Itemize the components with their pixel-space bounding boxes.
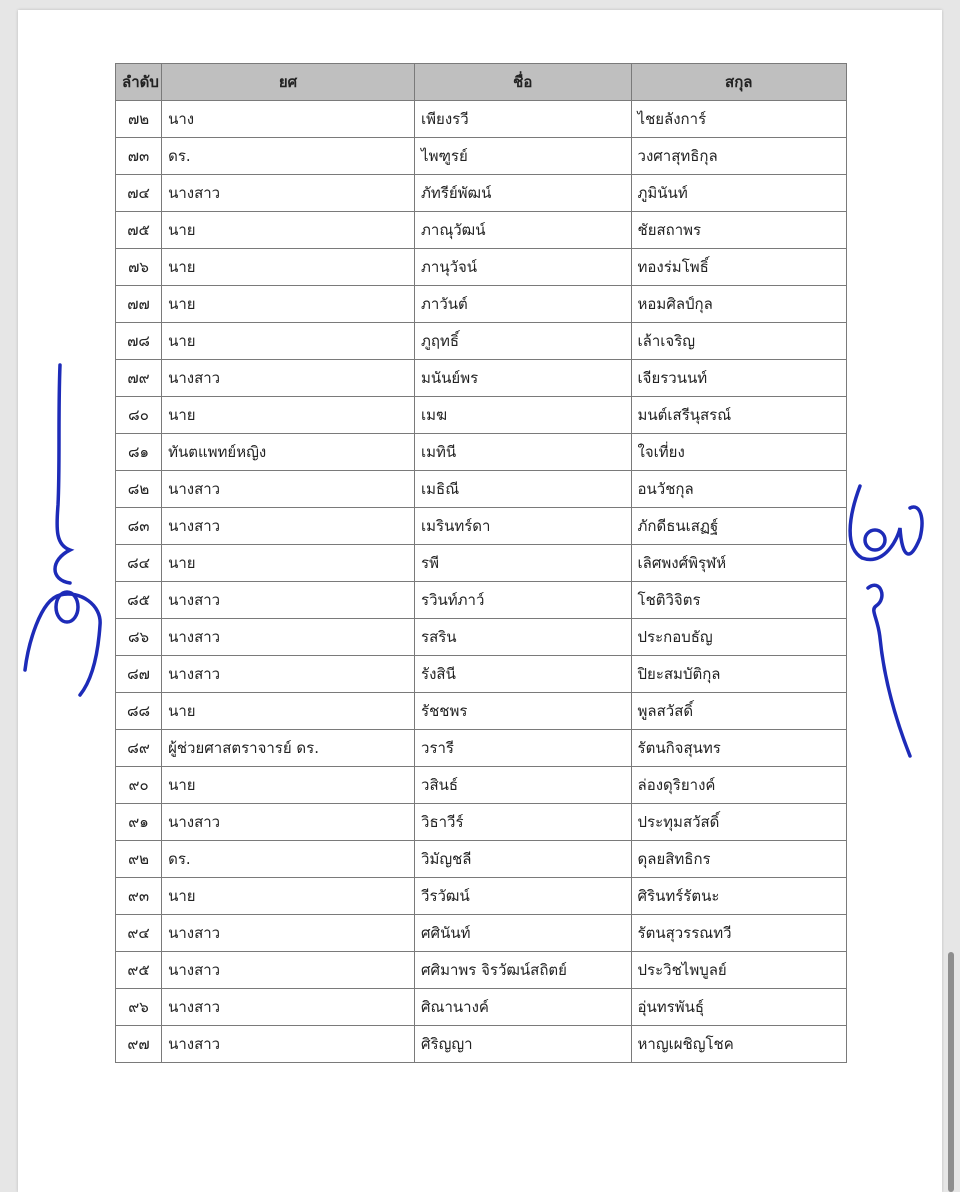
cell-first-name: รังสินี xyxy=(415,656,632,693)
cell-last-name: อนวัชกุล xyxy=(631,471,846,508)
cell-title: นางสาว xyxy=(162,989,415,1026)
cell-first-name: วรารี xyxy=(415,730,632,767)
table-row xyxy=(116,656,847,693)
cell-no: ๙๗ xyxy=(116,1026,162,1063)
cell-no: ๙๖ xyxy=(116,989,162,1026)
cell-last-name: ทองร่มโพธิ์ xyxy=(631,249,846,286)
cell-no: ๙๕ xyxy=(116,952,162,989)
table-row xyxy=(116,434,847,471)
cell-no: ๙๑ xyxy=(116,804,162,841)
cell-title: นาย xyxy=(162,693,415,730)
cell-last-name: ภักดีธนเสฏฐ์ xyxy=(631,508,846,545)
cell-first-name: ศิณานางค์ xyxy=(415,989,632,1026)
cell-no: ๙๔ xyxy=(116,915,162,952)
cell-last-name: ดุลยสิทธิกร xyxy=(631,841,846,878)
table-row xyxy=(116,582,847,619)
cell-last-name: ศิรินทร์รัตนะ xyxy=(631,878,846,915)
scrollbar-thumb[interactable] xyxy=(948,952,954,1192)
cell-title: นาย xyxy=(162,249,415,286)
cell-last-name: หอมศิลป์กุล xyxy=(631,286,846,323)
cell-no: ๘๕ xyxy=(116,582,162,619)
cell-title: นางสาว xyxy=(162,360,415,397)
cell-no: ๙๐ xyxy=(116,767,162,804)
cell-title: นาย xyxy=(162,212,415,249)
cell-title: ผู้ช่วยศาสตราจารย์ ดร. xyxy=(162,730,415,767)
cell-title: นางสาว xyxy=(162,1026,415,1063)
table-row xyxy=(116,471,847,508)
cell-last-name: ภูมินันท์ xyxy=(631,175,846,212)
cell-no: ๘๗ xyxy=(116,656,162,693)
cell-no: ๗๖ xyxy=(116,249,162,286)
cell-first-name: ภูฤทธิ์ xyxy=(415,323,632,360)
cell-last-name: เล้าเจริญ xyxy=(631,323,846,360)
document-page xyxy=(18,10,942,1192)
table-row xyxy=(116,878,847,915)
table-row xyxy=(116,286,847,323)
name-roster-table xyxy=(115,63,847,1063)
table-row xyxy=(116,693,847,730)
table-row xyxy=(116,101,847,138)
table-row xyxy=(116,989,847,1026)
cell-first-name: เมทินี xyxy=(415,434,632,471)
cell-last-name: เลิศพงศ์พิรุฬห์ xyxy=(631,545,846,582)
header-no: ลำดับ xyxy=(116,64,162,101)
cell-first-name: รพี xyxy=(415,545,632,582)
cell-no: ๗๔ xyxy=(116,175,162,212)
table-row xyxy=(116,952,847,989)
cell-title: นาย xyxy=(162,878,415,915)
cell-no: ๘๑ xyxy=(116,434,162,471)
cell-no: ๘๓ xyxy=(116,508,162,545)
table-row xyxy=(116,360,847,397)
cell-last-name: ชัยสถาพร xyxy=(631,212,846,249)
header-last-name: สกุล xyxy=(631,64,846,101)
cell-first-name: รสริน xyxy=(415,619,632,656)
cell-first-name: วีรวัฒน์ xyxy=(415,878,632,915)
cell-first-name: รัชชพร xyxy=(415,693,632,730)
cell-last-name: อุ่นทรพันธุ์ xyxy=(631,989,846,1026)
cell-last-name: พูลสวัสดิ์ xyxy=(631,693,846,730)
cell-last-name: มนต์เสรีนุสรณ์ xyxy=(631,397,846,434)
cell-first-name: วิมัญชลี xyxy=(415,841,632,878)
handwritten-mark-left xyxy=(20,355,110,705)
cell-title: นาย xyxy=(162,397,415,434)
table-row xyxy=(116,175,847,212)
cell-title: นางสาว xyxy=(162,619,415,656)
cell-no: ๘๒ xyxy=(116,471,162,508)
cell-no: ๘๙ xyxy=(116,730,162,767)
cell-first-name: ศิริญญา xyxy=(415,1026,632,1063)
cell-first-name: เมธิณี xyxy=(415,471,632,508)
header-title: ยศ xyxy=(162,64,415,101)
cell-no: ๘๐ xyxy=(116,397,162,434)
table-row xyxy=(116,249,847,286)
cell-first-name: เมฆ xyxy=(415,397,632,434)
cell-last-name: หาญเผชิญโชค xyxy=(631,1026,846,1063)
cell-first-name: ไพฑูรย์ xyxy=(415,138,632,175)
cell-last-name: รัตนสุวรรณทวี xyxy=(631,915,846,952)
cell-no: ๗๒ xyxy=(116,101,162,138)
cell-title: นางสาว xyxy=(162,656,415,693)
cell-first-name: มนันย์พร xyxy=(415,360,632,397)
cell-title: นางสาว xyxy=(162,175,415,212)
cell-title: นาย xyxy=(162,286,415,323)
cell-no: ๙๓ xyxy=(116,878,162,915)
cell-no: ๗๙ xyxy=(116,360,162,397)
cell-first-name: ภาณุวัฒน์ xyxy=(415,212,632,249)
cell-last-name: รัตนกิจสุนทร xyxy=(631,730,846,767)
header-first-name: ชื่อ xyxy=(415,64,632,101)
table-row xyxy=(116,138,847,175)
cell-no: ๗๓ xyxy=(116,138,162,175)
table-row xyxy=(116,730,847,767)
cell-no: ๘๖ xyxy=(116,619,162,656)
cell-last-name: ประกอบธัญ xyxy=(631,619,846,656)
cell-last-name: วงศาสุทธิกุล xyxy=(631,138,846,175)
cell-title: ดร. xyxy=(162,138,415,175)
cell-no: ๗๕ xyxy=(116,212,162,249)
table-row xyxy=(116,767,847,804)
table-row xyxy=(116,915,847,952)
cell-last-name: ใจเที่ยง xyxy=(631,434,846,471)
table-row xyxy=(116,508,847,545)
cell-no: ๗๗ xyxy=(116,286,162,323)
cell-first-name: วิธาวีร์ xyxy=(415,804,632,841)
table-row xyxy=(116,323,847,360)
cell-title: นาย xyxy=(162,767,415,804)
cell-title: นาย xyxy=(162,323,415,360)
cell-no: ๙๒ xyxy=(116,841,162,878)
cell-first-name: ศศินันท์ xyxy=(415,915,632,952)
cell-title: นาง xyxy=(162,101,415,138)
cell-last-name: ประทุมสวัสดิ์ xyxy=(631,804,846,841)
cell-title: ทันตแพทย์หญิง xyxy=(162,434,415,471)
cell-first-name: ศศิมาพร จิรวัฒน์สถิตย์ xyxy=(415,952,632,989)
cell-no: ๘๔ xyxy=(116,545,162,582)
handwritten-mark-right xyxy=(840,478,930,768)
cell-first-name: เมรินทร์ดา xyxy=(415,508,632,545)
cell-title: ดร. xyxy=(162,841,415,878)
cell-first-name: ภัทรีย์พัฒน์ xyxy=(415,175,632,212)
cell-first-name: ภานุวัจน์ xyxy=(415,249,632,286)
table-row xyxy=(116,545,847,582)
table-row xyxy=(116,619,847,656)
table-body xyxy=(116,101,847,1063)
cell-last-name: ล่องดุริยางค์ xyxy=(631,767,846,804)
table-header-row xyxy=(116,64,847,101)
table-row xyxy=(116,397,847,434)
cell-last-name: ประวิชไพบูลย์ xyxy=(631,952,846,989)
cell-first-name: เพียงรวี xyxy=(415,101,632,138)
cell-first-name: วสินธ์ xyxy=(415,767,632,804)
cell-title: นางสาว xyxy=(162,508,415,545)
table-row xyxy=(116,1026,847,1063)
cell-title: นางสาว xyxy=(162,915,415,952)
cell-last-name: ปิยะสมบัติกุล xyxy=(631,656,846,693)
cell-last-name: ไชยลังการ์ xyxy=(631,101,846,138)
table-row xyxy=(116,841,847,878)
cell-first-name: ภาวันต์ xyxy=(415,286,632,323)
cell-last-name: โชติวิจิตร xyxy=(631,582,846,619)
cell-title: นางสาว xyxy=(162,471,415,508)
cell-title: นาย xyxy=(162,545,415,582)
cell-last-name: เจียรวนนท์ xyxy=(631,360,846,397)
table-row xyxy=(116,804,847,841)
table-row xyxy=(116,212,847,249)
cell-title: นางสาว xyxy=(162,582,415,619)
cell-no: ๘๘ xyxy=(116,693,162,730)
cell-title: นางสาว xyxy=(162,804,415,841)
cell-title: นางสาว xyxy=(162,952,415,989)
cell-no: ๗๘ xyxy=(116,323,162,360)
cell-first-name: รวินท์ภาว์ xyxy=(415,582,632,619)
